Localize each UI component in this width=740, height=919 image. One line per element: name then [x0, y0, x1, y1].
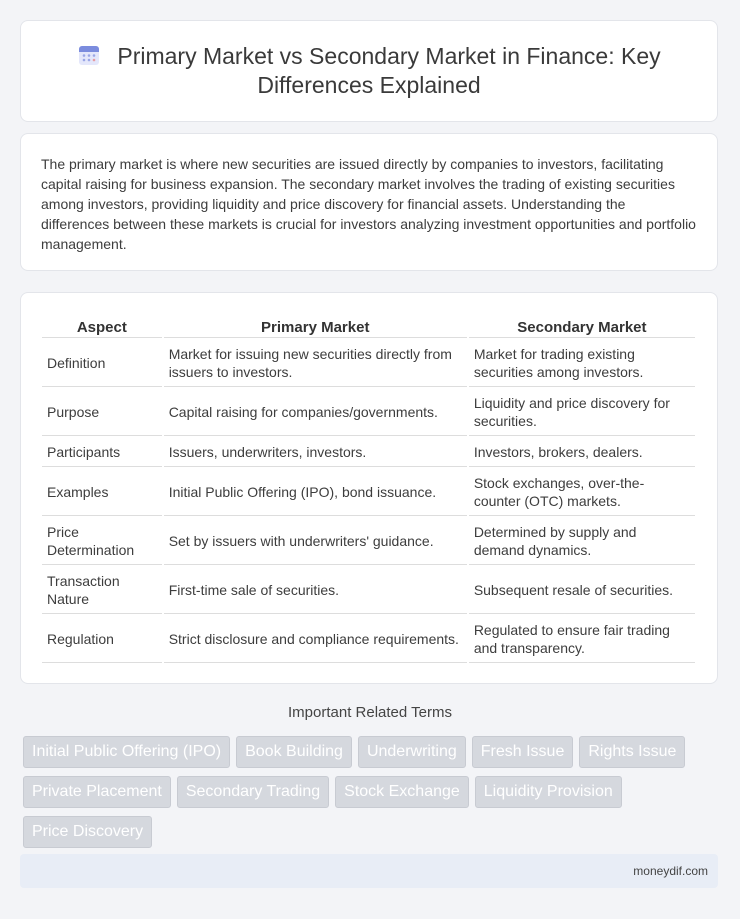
table-cell-secondary: Regulated to ensure fair trading and transparency.	[469, 616, 695, 663]
column-header-aspect: Aspect	[42, 315, 162, 338]
table-row	[42, 469, 695, 516]
page-title-wrap	[61, 42, 677, 100]
table-cell-primary: First-time sale of securities.	[164, 567, 467, 614]
table-cell-primary: Market for issuing new securities directly from issuers to investors.	[164, 340, 467, 387]
table-row	[42, 389, 695, 436]
related-term-tag[interactable]: Liquidity Provision	[475, 776, 622, 808]
column-header-primary: Primary Market	[164, 315, 467, 338]
calendar-icon	[77, 43, 101, 67]
footer-site-link[interactable]: moneydif.com	[633, 864, 708, 878]
table-cell-secondary: Market for trading existing securities among investors.	[469, 340, 695, 387]
table-cell-primary: Set by issuers with underwriters' guidance.	[164, 518, 467, 565]
table-cell-primary: Issuers, underwriters, investors.	[164, 438, 467, 467]
table-cell-aspect: Participants	[42, 438, 162, 467]
table-cell-primary: Initial Public Offering (IPO), bond issuance.	[164, 469, 467, 516]
title-card	[20, 20, 718, 122]
footer	[20, 854, 718, 888]
table-cell-secondary: Stock exchanges, over-the-counter (OTC) markets.	[469, 469, 695, 516]
comparison-table-card	[20, 292, 718, 684]
related-term-tag[interactable]: Book Building	[236, 736, 352, 768]
page-title: Primary Market vs Secondary Market in Finance: Key Differences Explained	[117, 43, 661, 98]
table-cell-aspect: Definition	[42, 340, 162, 387]
table-cell-primary: Strict disclosure and compliance requirements.	[164, 616, 467, 663]
table-cell-aspect: Examples	[42, 469, 162, 516]
table-row	[42, 616, 695, 663]
related-term-tag[interactable]: Underwriting	[358, 736, 466, 768]
table-cell-aspect: Transaction Nature	[42, 567, 162, 614]
related-term-tag[interactable]: Secondary Trading	[177, 776, 329, 808]
table-cell-aspect: Regulation	[42, 616, 162, 663]
table-header-row	[42, 315, 695, 338]
table-cell-secondary: Subsequent resale of securities.	[469, 567, 695, 614]
related-term-tag[interactable]: Rights Issue	[579, 736, 685, 768]
table-row	[42, 438, 695, 467]
intro-card	[20, 133, 718, 271]
table-cell-secondary: Determined by supply and demand dynamics.	[469, 518, 695, 565]
table-cell-secondary: Investors, brokers, dealers.	[469, 438, 695, 467]
related-term-tag[interactable]: Stock Exchange	[335, 776, 469, 808]
table-cell-secondary: Liquidity and price discovery for securities.	[469, 389, 695, 436]
related-term-tag[interactable]: Initial Public Offering (IPO)	[23, 736, 230, 768]
table-row	[42, 518, 695, 565]
table-cell-aspect: Price Determination	[42, 518, 162, 565]
table-row	[42, 340, 695, 387]
column-header-secondary: Secondary Market	[469, 315, 695, 338]
table-cell-primary: Capital raising for companies/governments.	[164, 389, 467, 436]
related-term-tag[interactable]: Fresh Issue	[472, 736, 574, 768]
table-cell-aspect: Purpose	[42, 389, 162, 436]
table-row	[42, 567, 695, 614]
comparison-table	[40, 313, 697, 665]
related-term-tag[interactable]: Price Discovery	[23, 816, 152, 848]
intro-text: The primary market is where new securities are issued directly by companies to investors, facilitating capital raising for business expansion. The secondary market involves the trading of existing securities among investors, providing liquidity and price discovery for financial assets. Understanding the differences between these markets is crucial for investors analyzing investment opportunities and portfolio management.	[41, 156, 696, 252]
related-term-tag[interactable]: Private Placement	[23, 776, 171, 808]
related-terms-list	[23, 736, 723, 848]
related-terms-heading: Important Related Terms	[288, 704, 452, 721]
